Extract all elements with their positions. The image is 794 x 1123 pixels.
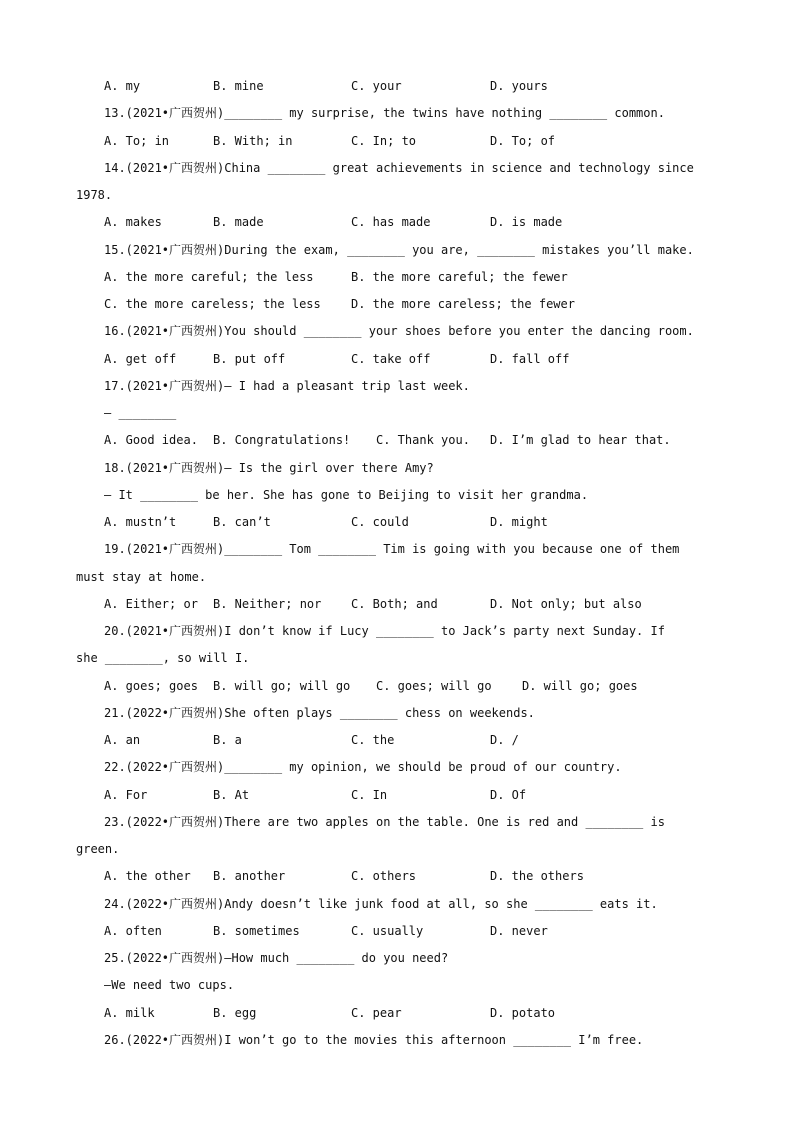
answer-options-row xyxy=(104,924,744,938)
answer-option: B. put off xyxy=(213,351,286,366)
question-text: 23.(2022•广西贺州)There are two apples on the table. One is red and ________ is xyxy=(104,814,665,829)
question-text: — It ________ be her. She has gone to Beijing to visit her grandma. xyxy=(104,487,589,502)
answer-option: C. the more careless; the less xyxy=(104,297,321,311)
answer-option: A. get off xyxy=(104,351,177,366)
question-text: 26.(2022•广西贺州)I won’t go to the movies this afternoon ________ I’m free. xyxy=(104,1032,644,1047)
answer-option: D. never xyxy=(490,923,548,938)
question-text: must stay at home. xyxy=(76,569,207,584)
answer-option: C. take off xyxy=(351,351,431,366)
answer-option: B. mine xyxy=(213,79,264,93)
answer-option: B. Neither; nor xyxy=(213,596,322,611)
answer-option: D. fall off xyxy=(490,351,570,366)
answer-option: A. milk xyxy=(104,1005,155,1020)
answer-options-row xyxy=(104,515,744,529)
question-text: — ________ xyxy=(104,406,177,420)
answer-options-row xyxy=(104,733,744,747)
answer-option: B. At xyxy=(213,787,250,802)
question-text: 14.(2021•广西贺州)China ________ great achievements in science and technology since xyxy=(104,160,694,175)
answer-option: B. a xyxy=(213,733,242,747)
answer-option: D. potato xyxy=(490,1005,556,1020)
answer-option: A. an xyxy=(104,733,141,747)
answer-option: B. will go; will go xyxy=(213,678,351,693)
question-text: 15.(2021•广西贺州)During the exam, ________ you are, ________ mistakes you’ll make. xyxy=(104,242,694,257)
answer-option: D. Not only; but also xyxy=(490,596,642,611)
question-text: 18.(2021•广西贺州)— Is the girl over there Amy? xyxy=(104,460,434,475)
answer-option: A. mustn’t xyxy=(104,515,177,529)
question-text: she ________, so will I. xyxy=(76,651,250,666)
answer-options-row xyxy=(104,297,744,311)
answer-option: B. Congratulations! xyxy=(213,433,351,448)
answer-option: C. others xyxy=(351,869,417,884)
answer-option: D. is made xyxy=(490,215,563,230)
answer-options-row xyxy=(104,270,744,284)
question-text: —We need two cups. xyxy=(104,978,235,993)
answer-option: D. To; of xyxy=(490,133,556,148)
answer-options-row xyxy=(104,869,744,883)
question-text: 13.(2021•广西贺州)________ my surprise, the twins have nothing ________ common. xyxy=(104,106,665,121)
answer-option: D. yours xyxy=(490,79,548,93)
answer-option: A. Good idea. xyxy=(104,433,198,448)
answer-option: D. might xyxy=(490,515,548,529)
question-text: 22.(2022•广西贺州)________ my opinion, we should be proud of our country. xyxy=(104,760,622,775)
answer-options-row xyxy=(104,1006,744,1020)
answer-options-row xyxy=(104,215,744,229)
question-text: green. xyxy=(76,842,120,856)
question-text: 25.(2022•广西贺州)—How much ________ do you need? xyxy=(104,951,449,965)
answer-option: B. sometimes xyxy=(213,923,300,938)
answer-option: C. goes; will go xyxy=(376,678,492,693)
question-text: 24.(2022•广西贺州)Andy doesn’t like junk food at all, so she ________ eats it. xyxy=(104,896,658,911)
answer-option: A. For xyxy=(104,787,148,802)
answer-option: D. Of xyxy=(490,787,527,802)
answer-option: D. will go; goes xyxy=(522,678,638,693)
answer-option: A. To; in xyxy=(104,133,170,148)
answer-option: D. the others xyxy=(490,869,584,884)
question-text: 20.(2021•广西贺州)I don’t know if Lucy ________ to Jack’s party next Sunday. If xyxy=(104,624,665,638)
answer-options-row xyxy=(104,433,744,447)
answer-option: D. / xyxy=(490,733,519,747)
answer-options-row xyxy=(104,597,744,611)
answer-option: D. the more careless; the fewer xyxy=(351,297,575,311)
answer-option: C. usually xyxy=(351,923,424,938)
answer-option: B. the more careful; the fewer xyxy=(351,269,568,284)
answer-option: C. Both; and xyxy=(351,596,438,611)
answer-option: C. Thank you. xyxy=(376,433,470,448)
question-text: 1978. xyxy=(76,188,113,202)
answer-option: B. made xyxy=(213,215,264,230)
answer-option: D. I’m glad to hear that. xyxy=(490,433,671,448)
answer-option: B. With; in xyxy=(213,133,293,148)
answer-option: B. another xyxy=(213,869,286,884)
answer-options-row xyxy=(104,79,744,93)
answer-option: C. In xyxy=(351,787,388,802)
answer-option: C. could xyxy=(351,515,409,529)
answer-options-row xyxy=(104,352,744,366)
answer-option: C. In; to xyxy=(351,133,417,148)
answer-option: C. pear xyxy=(351,1005,402,1020)
answer-option: C. the xyxy=(351,733,395,747)
answer-option: A. my xyxy=(104,79,141,93)
question-text: 21.(2022•广西贺州)She often plays ________ chess on weekends. xyxy=(104,705,535,720)
question-text: 16.(2021•广西贺州)You should ________ your shoes before you enter the dancing room. xyxy=(104,324,694,339)
answer-option: A. the other xyxy=(104,869,191,884)
answer-option: C. has made xyxy=(351,215,431,230)
answer-option: A. Either; or xyxy=(104,596,198,611)
answer-option: B. can’t xyxy=(213,515,271,529)
question-text: 17.(2021•广西贺州)— I had a pleasant trip last week. xyxy=(104,378,470,393)
answer-option: A. goes; goes xyxy=(104,678,198,693)
answer-option: B. egg xyxy=(213,1005,257,1020)
answer-option: A. often xyxy=(104,923,162,938)
answer-option: A. makes xyxy=(104,215,162,230)
answer-option: C. your xyxy=(351,79,402,93)
answer-options-row xyxy=(104,134,744,148)
answer-options-row xyxy=(104,788,744,802)
answer-option: A. the more careful; the less xyxy=(104,269,314,284)
question-text: 19.(2021•广西贺州)________ Tom ________ Tim is going with you because one of them xyxy=(104,542,680,557)
answer-options-row xyxy=(104,679,744,693)
